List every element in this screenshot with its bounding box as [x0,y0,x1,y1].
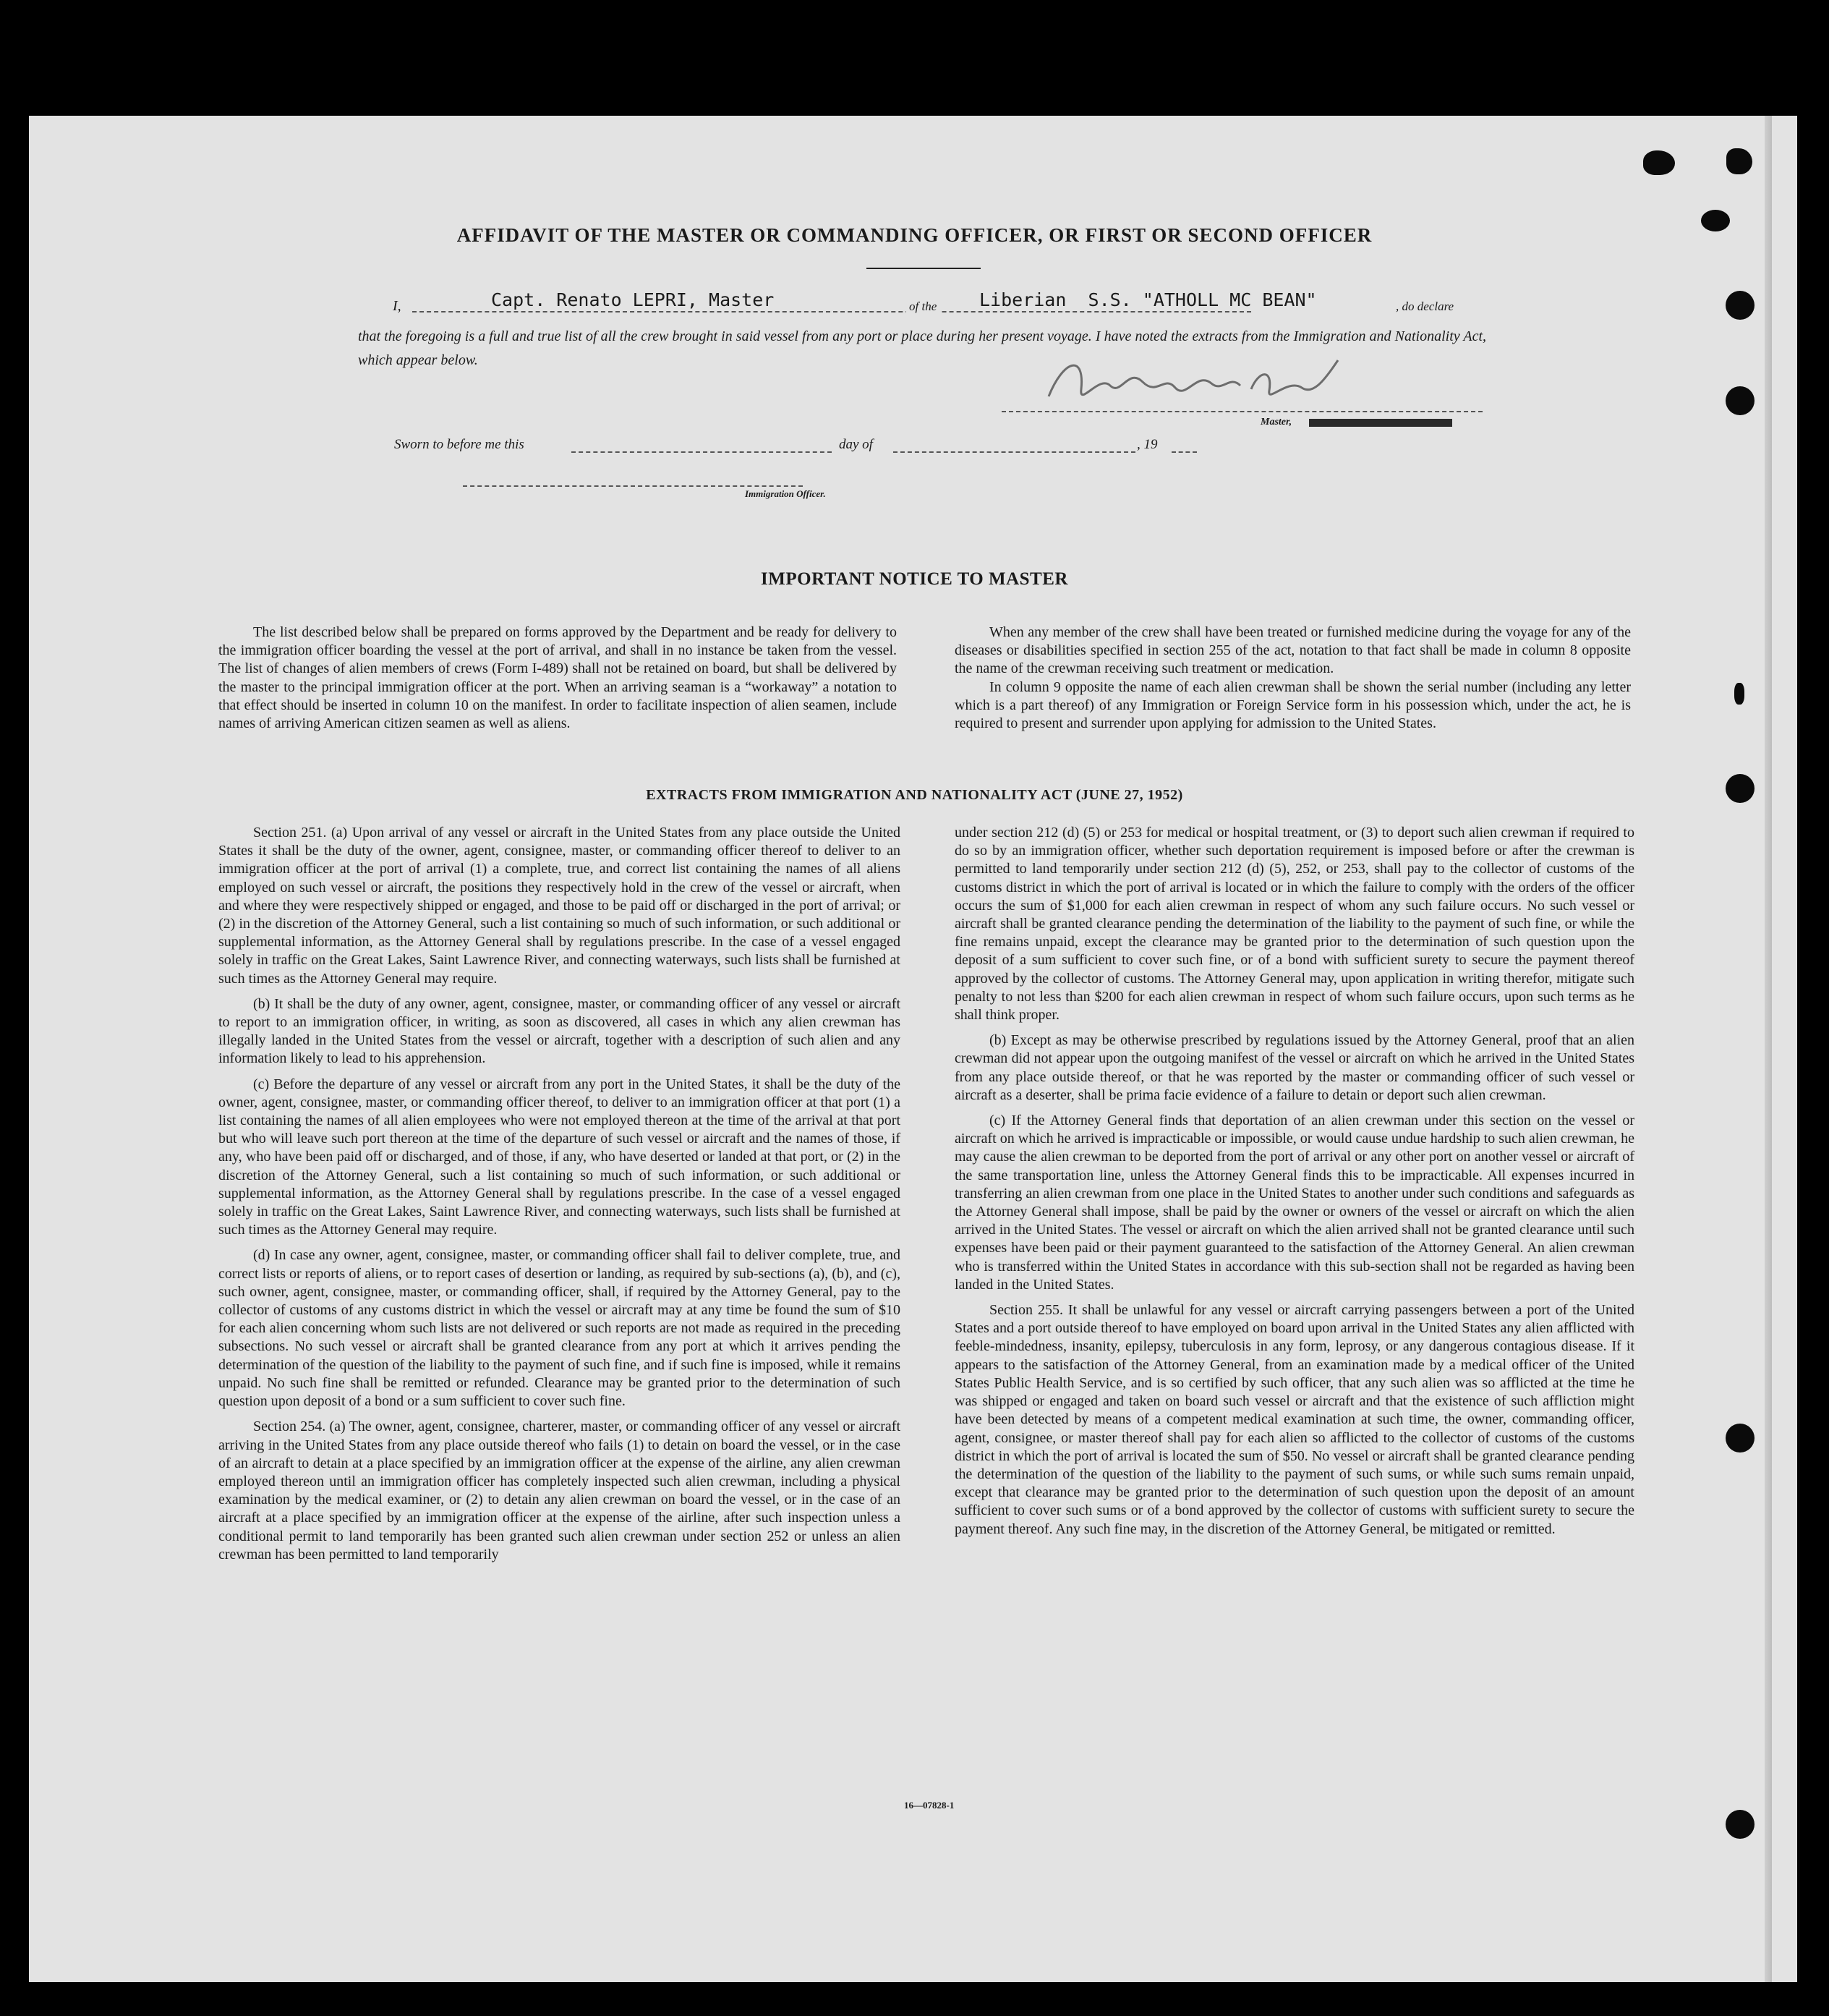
notice-right-column [955,624,1631,733]
punch-hole [1726,291,1755,320]
act-section: (b) Except as may be otherwise prescribed by regulations issued by the Attorney General, proof that an alien crewman did not appear upon the outgoing manifest of the vessel or aircraft on which he arrived in the United States from any place outside thereof, or that he was reported by the master or commanding officer of such vessel or aircraft as a deserter, shall be prima facie evidence of a failure to detain or deport such alien crewman. [955,1032,1634,1103]
punch-hole [1726,1810,1755,1839]
officer-signature-line [463,485,803,487]
affidavit-title: AFFIDAVIT OF THE MASTER OR COMMANDING OFFICER, OR FIRST OR SECOND OFFICER [456,224,1373,246]
extracts-left-column [218,824,900,1564]
sworn-label: Sworn to before me this [394,437,524,452]
notice-paragraph: The list described below shall be prepared on forms approved by the Department and be ready for delivery to the immigration officer boarding the vessel at the port of arrival, and shall in no instance be taken from the vessel. The list of changes of alien members of crews (Form I-489) shall not be retained on board, but shall be delivered by the master to the principal immigration officer at the port. When an arriving seaman is a “workaway” a notation to that effect should be inserted in column 10 on the manifest. In order to facilitate inspection of alien seamen, include names of arriving American citizen seamen as well as aliens. [218,624,897,732]
page-edge [1765,116,1772,1982]
ink-mark [1726,148,1752,174]
vessel-name: Liberian S.S. "ATHOLL MC BEAN" [976,289,1320,310]
master-caption: Master, [1261,417,1292,428]
notice-heading: IMPORTANT NOTICE TO MASTER [761,569,1068,589]
act-section: (d) In case any owner, agent, consignee, master, or commanding officer shall fail to deliver complete, true, and correct lists or reports of aliens, or to report cases of desertion or landing, as required by sub-sections (a), (b), and (c), such owner, agent, consignee, master, or commanding officer, shall, if required by the Attorney General, pay to the collector of customs of any customs district in which the vessel or aircraft may at any time be found the sum of $10 for each alien concerning whom such lists are not delivered or such reports are not made as required in the preceding subsections. No such vessel or aircraft shall be granted clearance from any port at which it arrives pending the determination of the question of the liability to the payment of such fine, and if such fine is imposed, while it remains unpaid. No such fine shall be remitted or refunded. Clearance may be granted prior to the determination of such question upon deposit of a bond or a sum sufficient to cover such fine. [218,1247,900,1410]
struck-out-text [1309,419,1452,427]
extracts-heading: EXTRACTS FROM IMMIGRATION AND NATIONALITY ACT (JUNE 27, 1952) [646,787,1183,803]
punch-hole [1726,1424,1755,1453]
form-code: 16—07828-1 [904,1800,955,1811]
master-signature [1041,346,1352,418]
notice-paragraph: In column 9 opposite the name of each alien crewman shall be shown the serial number (including any letter which is a part thereof) of any Immigration or Foreign Service form in his possession which, under the act, he is required to present and surrender upon applying for admission to the United States. [955,679,1631,732]
extracts-right-column [955,824,1634,1539]
declaration-text: that the foregoing is a full and true list of all the crew brought in said vessel from any port or place during her present voyage. I have noted the extracts from the Immigration and Nationality Act, which appear below. [358,328,1486,368]
act-section: (c) If the Attorney General finds that deportation of an alien crewman under this section on the vessel or aircraft on which he arrived is impracticable or impossible, or would cause undue hardship to such alien crewman, he may cause the alien crewman to be deported from the port of arrival or any other port on another vessel or aircraft of the same transportation line, unless the Attorney General finds this to be impracticable. All expenses incurred in transferring an alien crewman from one place in the United States to another under such conditions and safeguards as the Attorney General shall impose, shall be paid by the owner or owners of the vessel or aircraft on which the alien arrived in the United States. The vessel or aircraft on which the alien arrived shall not be granted clearance until such expenses have been paid or their payment guaranteed to the satisfaction of the Attorney General. An alien crewman who is transferred within the United States in accordance with this sub-section shall not be regarded as having been landed in the United States. [955,1113,1634,1293]
ink-mark [1643,150,1675,175]
act-section: under section 212 (d) (5) or 253 for medical or hospital treatment, or (3) to deport such alien crewman if required to do so by an immigration officer, whether such deportation requirement is imposed before or after the crewman is permitted to land temporarily under section 212 (d) (5), 252, or 253, shall pay to the collector of customs of the customs district in which the port of arrival is located or in which the failure to comply with the orders of the officer occurs the sum of $1,000 for each alien crewman in respect of whom any such failure occurs. No such vessel or aircraft shall be granted clearance pending the determination of the liability to the payment of such fine, or while the fine remains unpaid, except the clearance may be granted prior to the determination of such question upon the deposit of a sum sufficient to cover such fine, or of a bond with sufficient surety to secure the payment thereof approved by the collector of customs. The Attorney General may, upon application in writing therefor, mitigate such penalty to not less than $200 for each alien crewman in respect of whom such failure occurs, upon such terms as he shall think proper. [955,825,1634,1024]
fill-line [412,311,1251,312]
signature-line [1002,411,1483,412]
act-section: Section 254. (a) The owner, agent, consignee, charterer, master, or commanding officer of any vessel or aircraft arriving in the United States from any place outside thereof who fails (1) to detain on board the vessel, or in the case of an aircraft to detain at a place specified by an immigration officer at the expense of the airline, any alien crewman employed thereon until an immigration officer has completely inspected such alien crewman, including a physical examination by the medical examiner, or (2) to detain any alien crewman on board the vessel, or in the case of an aircraft at a place specified by an immigration officer at the expense of the airline, after such inspection unless a conditional permit to land temporarily has been granted such alien crewman under section 252 or unless an alien crewman has been permitted to land temporarily [218,1419,900,1562]
ink-mark [1734,683,1744,705]
year-line [1172,451,1197,453]
of-the-label: of the [906,299,939,314]
sworn-date-line [571,451,832,453]
title-divider [866,268,981,269]
do-declare-label: , do declare [1396,299,1454,313]
act-section: Section 251. (a) Upon arrival of any vessel or aircraft in the United States from any place outside the United States it shall be the duty of the owner, agent, consignee, master, or commanding officer thereof to deliver to an immigration officer at the port of arrival (1) a complete, true, and correct list containing the names of all aliens employed on such vessel or aircraft, the positions they respectively hold in the crew of the vessel or aircraft, when and where they were respectively shipped or engaged, and those to be paid off or discharged in the port of arrival; or (2) in the discretion of the Attorney General, such a list containing so much of such information, or such additional or supplemental information, as the Attorney General shall by regulations prescribe. In the case of a vessel engaged solely in traffic on the Great Lakes, Saint Lawrence River, and connecting waterways, such lists shall be furnished at such times as the Attorney General may require. [218,825,900,987]
day-of-label: day of [839,437,873,452]
notice-paragraph: When any member of the crew shall have been treated or furnished medicine during the voyage for any of the diseases or disabilities specified in section 255 of the act, notation to that fact shall be made in column 8 opposite the name of the crewman receiving such treatment or medication. [955,624,1631,677]
punch-hole [1726,386,1755,415]
declaration-line [358,289,1486,318]
officer-caption: Immigration Officer. [745,488,826,499]
act-section: (c) Before the departure of any vessel or aircraft from any port in the United States, it shall be the duty of the owner, agent, consignee, master, or commanding officer thereof, to deliver to an immigration officer at that port (1) a list containing the names of all alien employees who were not employed thereon at the time of the arrival at that port but who will leave such port thereon at the time of the departure of such vessel or aircraft and the names of those, if any, who have been paid off or discharged, and of those, if any, who have deserted or landed at that port, or (2) in the discretion of the Attorney General, such a list containing so much of such information, or such additional or supplemental information, as the Attorney General shall by regulations prescribe. In the case of a vessel engaged solely in traffic on the Great Lakes, Saint Lawrence River, and connecting waterways, such lists shall be furnished at such times as the Attorney General may require. [218,1076,900,1238]
act-section: Section 255. It shall be unlawful for any vessel or aircraft carrying passengers between a port of the United States and a port outside thereof to have employed on board upon arrival in the United States any alien afflicted with feeble-mindedness, insanity, epilepsy, tuberculosis in any form, leprosy, or any dangerous contagious disease. If it appears to the satisfaction of the Attorney General, from an examination made by a medical officer of the United States Public Health Service, and is so certified by such officer, that any such alien was so afflicted at the time he was shipped or engaged and taken on board such vessel or aircraft and that the existence of such affliction might have been detected by means of a competent medical examination at such time, the owner, commanding officer, agent, consignee, or master thereof shall pay for each alien so afflicted to the collector of customs of the customs district in which the port of arrival is located the sum of $50. No vessel or aircraft shall be granted clearance pending the determination of the question of the liability to the payment of such sums, or while such sums remain unpaid, except that clearance may be granted prior to the determination of such question upon the deposit of an amount sufficient to cover such sums or of a bond approved by the collector of customs with sufficient surety to secure the payment thereof. Any such fine may, in the discretion of the Attorney General, be mitigated or remitted. [955,1302,1634,1537]
month-line [893,451,1135,453]
pronoun-label: I, [393,298,401,314]
notice-left-column [218,624,897,733]
year-label: , 19 [1137,437,1158,452]
act-section: (b) It shall be the duty of any owner, agent, consignee, master, or commanding officer of any vessel or aircraft to report to an immigration officer, in writing, as soon as discovered, all cases in which any alien crewman has illegally landed in the United States from the vessel or aircraft, together with a description of such alien and any information likely to lead to his apprehension. [218,995,900,1067]
declarant-name: Capt. Renato LEPRI, Master [488,289,777,310]
